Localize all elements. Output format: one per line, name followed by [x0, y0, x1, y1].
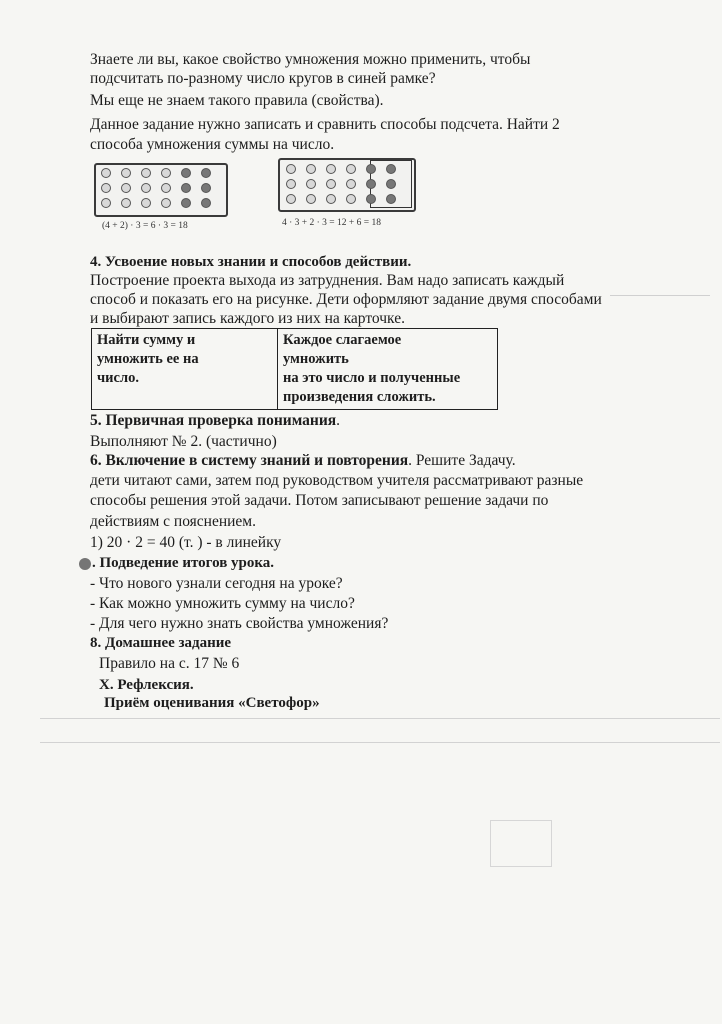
section-x-text: Приём оценивания «Светофор»: [104, 695, 320, 711]
circle: [366, 164, 376, 174]
section-4-text-3: и выбирают запись каждого из них на карточке.: [90, 310, 405, 327]
section-5-title: [90, 411, 340, 431]
circle: [306, 164, 316, 174]
circle: [201, 183, 211, 193]
cards-table: [91, 328, 498, 410]
section-8-heading: 8. Домашнее задание: [90, 635, 232, 651]
circle: [346, 179, 356, 189]
circle: [101, 183, 111, 193]
circle: [101, 198, 111, 208]
card-right: [278, 329, 498, 410]
card-left-line: Найти сумму и: [97, 332, 196, 348]
circle: [326, 179, 336, 189]
card-right-line: произведения сложить.: [283, 389, 436, 405]
card-right-line: умножить: [283, 351, 349, 367]
section-6-text-1: дети читают сами, затем под руководством учителя рассматривают разные: [90, 472, 584, 489]
circle: [366, 179, 376, 189]
circle: [326, 164, 336, 174]
card-left: [92, 329, 278, 410]
section-5-text: Выполняют № 2. (частично): [90, 433, 277, 450]
card-left-line: число.: [97, 370, 139, 386]
ink-blot: [79, 558, 91, 570]
section-6-text-3: действиям с пояснением.: [90, 513, 256, 530]
intro-line-4: Данное задание нужно записать и сравнить способы подсчета. Найти 2: [90, 116, 560, 133]
section-7-question-1: - Что нового узнали сегодня на уроке?: [90, 575, 343, 592]
section-6-text-2: способы решения этой задачи. Потом записывают решение задачи по: [90, 492, 549, 509]
circle: [346, 194, 356, 204]
circle: [286, 164, 296, 174]
section-6-tail: . Решите Задачу.: [408, 452, 516, 469]
section-x-heading: X. Рефлексия.: [99, 677, 194, 693]
circle: [181, 168, 191, 178]
circle: [181, 183, 191, 193]
circle: [181, 198, 191, 208]
circle: [306, 194, 316, 204]
circle: [121, 183, 131, 193]
circle: [201, 168, 211, 178]
card-right-line: Каждое слагаемое: [283, 332, 402, 348]
circle: [161, 183, 171, 193]
card-left-line: умножить ее на: [97, 351, 199, 367]
section-7-heading: . Подведение итогов урока.: [92, 555, 275, 571]
section-7-question-3: - Для чего нужно знать свойства умножения?: [90, 615, 389, 632]
card-right-line: на это число и полученные: [283, 370, 461, 386]
section-5-heading: 5. Первичная проверка понимания: [90, 412, 337, 429]
intro-line-1: Знаете ли вы, какое свойство умножения можно применить, чтобы: [90, 51, 531, 68]
section-6-title: [90, 451, 516, 471]
section-6-solution: 1) 20 · 2 = 40 (т. ) - в линейку: [90, 534, 282, 551]
section-4-text-2: способ и показать его на рисунке. Дети оформляют задание двумя способами: [90, 291, 602, 308]
circles-figure-left: [94, 163, 234, 233]
section-4-heading: 4. Усвоение новых знании и способов действии.: [90, 254, 412, 270]
circle: [286, 179, 296, 189]
circle: [161, 168, 171, 178]
circle: [326, 194, 336, 204]
circle: [101, 168, 111, 178]
section-5-dot: .: [336, 412, 341, 429]
circle: [386, 179, 396, 189]
section-6-heading: 6. Включение в систему знаний и повторения: [90, 452, 409, 469]
circle: [121, 168, 131, 178]
circle: [161, 198, 171, 208]
intro-line-3: Мы еще не знаем такого правила (свойства).: [90, 92, 384, 109]
intro-line-2: подсчитать по-разному число кругов в синей рамке?: [90, 70, 436, 87]
section-7-question-2: - Как можно умножить сумму на число?: [90, 595, 355, 612]
circle: [141, 183, 151, 193]
circle: [386, 164, 396, 174]
section-4-text-1: Построение проекта выхода из затруднения. Вам надо записать каждый: [90, 272, 565, 289]
circle: [286, 194, 296, 204]
circle: [141, 168, 151, 178]
circle: [306, 179, 316, 189]
figure-right-caption: 4 · 3 + 2 · 3 = 12 + 6 = 18: [282, 218, 382, 228]
intro-line-5: способа умножения суммы на число.: [90, 136, 335, 153]
circle: [346, 164, 356, 174]
circle: [121, 198, 131, 208]
circle: [141, 198, 151, 208]
circle: [201, 198, 211, 208]
figure-left-caption: (4 + 2) · 3 = 6 · 3 = 18: [102, 221, 188, 231]
circles-figure-right: [278, 158, 428, 233]
circle: [366, 194, 376, 204]
section-8-text: Правило на с. 17 № 6: [99, 655, 240, 672]
circle: [386, 194, 396, 204]
